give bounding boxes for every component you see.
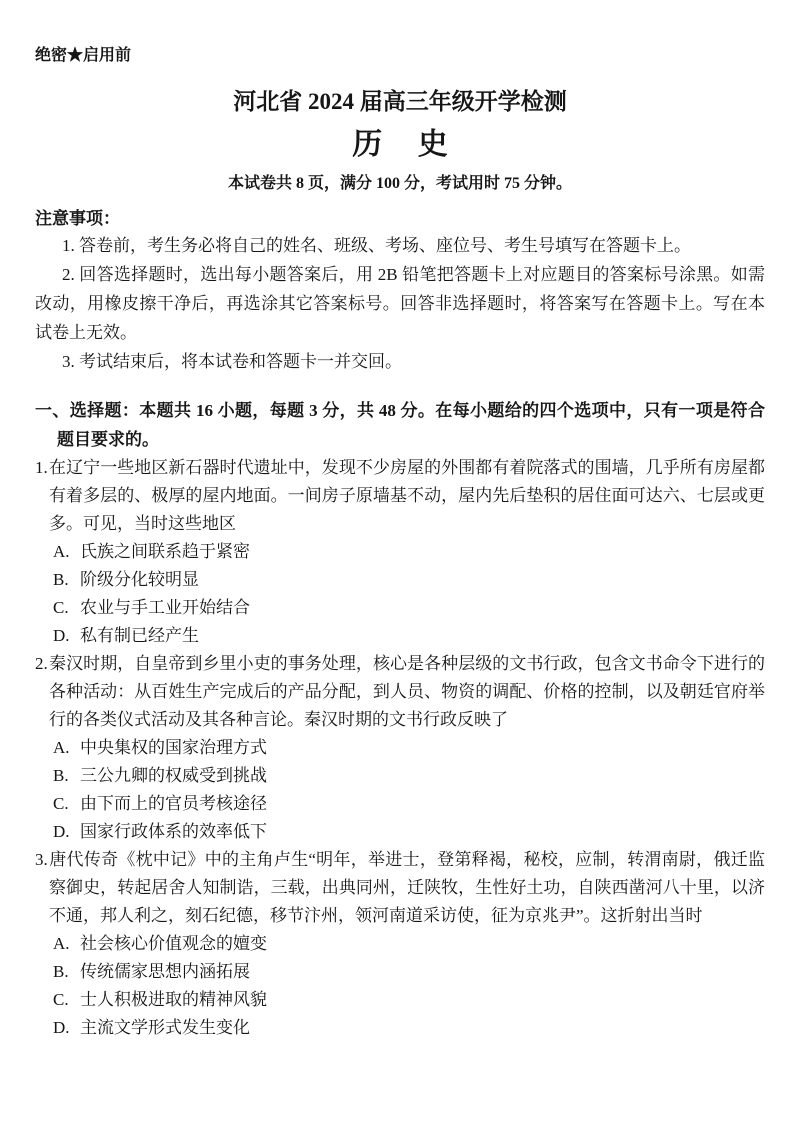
subject-title: 历 史 — [352, 128, 462, 161]
classification-marker: 绝密★启用前 — [35, 47, 132, 64]
option-text: 士人积极进取的精神风貌 — [80, 990, 267, 1009]
option-row — [53, 566, 765, 594]
option-text: 三公九卿的权威受到挑战 — [80, 766, 267, 785]
question-2 — [35, 650, 765, 846]
option-label: B. — [53, 570, 69, 589]
option-row — [53, 734, 765, 762]
option-row — [53, 762, 765, 790]
exam-info: 本试卷共 8 页，满分 100 分，考试用时 75 分钟。 — [227, 175, 572, 192]
option-label: A. — [53, 934, 70, 953]
option-text: 中央集权的国家治理方式 — [80, 738, 267, 757]
question-stem-text: 秦汉时期，自皇帝到乡里小吏的事务处理，核心是各种层级的文书行政，包含文书命令下进行的各种活动：从百姓生产完成后的产品分配，到人员、物资的调配、价格的控制，以及朝廷官府举行的各类仪式活动及其各种言论。秦汉时期的文书行政反映了 — [49, 654, 765, 729]
question-stem — [35, 846, 765, 930]
section-heading: 一、选择题：本题共 16 小题，每题 3 分，共 48 分。在每小题给的四个选项中，只有一项是符合题目要求的。 — [35, 401, 765, 449]
option-text: 由下而上的官员考核途径 — [80, 794, 267, 813]
exam-title: 河北省 2024 届高三年级开学检测 — [233, 89, 567, 114]
question-stem — [35, 454, 765, 538]
question-stem-text: 唐代传奇《枕中记》中的主角卢生“明年，举进士，登第释褐，秘校，应制，转渭南尉，俄迁监察御史，转起居舍人知制诰，三载，出典同州，迁陕牧，生性好土功，自陕西凿河八十里，以济不通，邦人利之，刻石纪德，移节汴州，领河南道采访使，征为京兆尹”。这折射出当时 — [49, 850, 765, 925]
option-row — [53, 790, 765, 818]
question-stem-text: 在辽宁一些地区新石器时代遗址中，发现不少房屋的外围都有着院落式的围墙，几乎所有房屋都有着多层的、极厚的屋内地面。一间房子原墙基不动，屋内先后垫积的居住面可达六、七层或更多。可见，当时这些地区 — [49, 458, 765, 533]
option-row — [53, 1014, 765, 1042]
question-stem — [35, 650, 765, 734]
option-label: B. — [53, 766, 69, 785]
notice-heading: 注意事项： — [35, 209, 120, 228]
option-row — [53, 958, 765, 986]
question-3 — [35, 846, 765, 1042]
option-row — [53, 818, 765, 846]
notice-item-1: 1. 答卷前，考生务必将自己的姓名、班级、考场、座位号、考生号填写在答题卡上。 — [62, 236, 691, 255]
notice-item-3: 3. 考试结束后，将本试卷和答题卡一并交回。 — [62, 352, 402, 371]
option-text: 国家行政体系的效率低下 — [80, 822, 267, 841]
option-text: 主流文学形式发生变化 — [80, 1018, 250, 1037]
option-text: 私有制已经产生 — [80, 626, 199, 645]
option-label: B. — [53, 962, 69, 981]
option-row — [53, 594, 765, 622]
option-text: 社会核心价值观念的嬗变 — [80, 934, 267, 953]
option-row — [53, 538, 765, 566]
option-row — [53, 986, 765, 1014]
question-number: 3. — [35, 850, 48, 869]
option-row — [53, 622, 765, 650]
option-label: D. — [53, 822, 70, 841]
option-text: 传统儒家思想内涵拓展 — [80, 962, 250, 981]
option-label: D. — [53, 1018, 70, 1037]
option-text: 氏族之间联系趋于紧密 — [80, 542, 250, 561]
option-text: 农业与手工业开始结合 — [80, 598, 250, 617]
notice-item-2: 2. 回答选择题时，选出每小题答案后，用 2B 铅笔把答题卡上对应题目的答案标号涂黑。如需改动，用橡皮擦干净后，再选涂其它答案标号。回答非选择题时，将答案写在答题卡上。写在本试卷上无效。 — [35, 265, 765, 342]
option-label: C. — [53, 598, 69, 617]
option-label: A. — [53, 542, 70, 561]
option-label: C. — [53, 990, 69, 1009]
question-number: 1. — [35, 458, 48, 477]
option-label: D. — [53, 626, 70, 645]
option-row — [53, 930, 765, 958]
question-number: 2. — [35, 654, 48, 673]
option-label: C. — [53, 794, 69, 813]
option-text: 阶级分化较明显 — [80, 570, 199, 589]
option-label: A. — [53, 738, 70, 757]
question-1 — [35, 454, 765, 650]
